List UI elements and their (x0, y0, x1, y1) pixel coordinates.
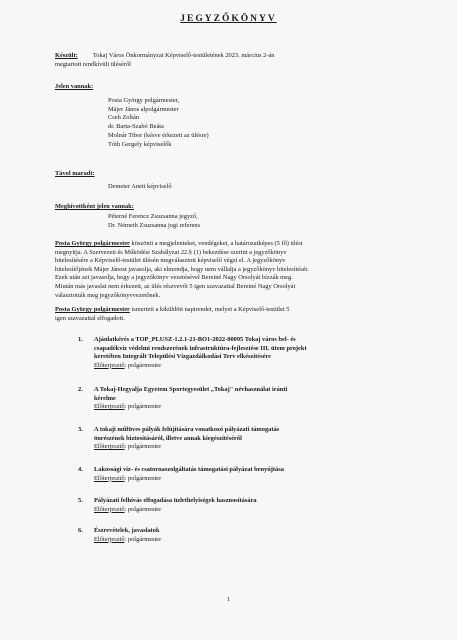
agenda-title: Ajánlatkérés a TOP_PLUSZ-1.2.1-21-BO1-2022-00095 Tokaj város bel- és csapadékvíz védelmi rendszerének infrastruktúra-fejlesztése III. ütem projekt keretében Integrált Települési Vízgazdálkodási Terv elkészítésére (94, 336, 307, 361)
intro-line: megnyitja. A Szervezeti és Működési Szabályzat 22.§ (1) bekezdése szerint a jegyzőkönyv (55, 248, 287, 256)
invitee: Péterné Ferencz Zsuzsanna jegyző, (108, 213, 198, 220)
agenda-item (78, 497, 416, 514)
intro-line: hitelesítésére a Képviselő-testület ülésén megválasztott képviselő végzi el. A jegyzőkönyv (55, 257, 286, 265)
speaker-name: Posta György polgármester (55, 240, 130, 247)
intro-line: Ezek után azt javasolja, hogy a jegyzőkönyv vezetésével Bereiné Nagy Orsolyát bízzák meg. (55, 274, 293, 282)
attendee: Posta György polgármester, (108, 97, 180, 104)
intro-line: Miután más javaslat nem érkezett, az ülés részvevői 5 igen szavazattal Bereiné Nagy Orsolyát (55, 282, 296, 290)
agenda-presenter: Előterjesztő: polgármester (94, 505, 162, 513)
agenda-intro-line: Posta György polgármester ismerteti a kiküldött napirendet, melyet a Képviselő-testület 5 (55, 306, 290, 313)
agenda-title: A Tokaj-Hegyalja Egyetem Sportegyesület „Tokaj" névhasználat iránti kérelme (94, 386, 288, 402)
agenda-number: 5. (78, 497, 83, 504)
agenda-item (78, 527, 416, 544)
meghivottkent-list (108, 213, 200, 230)
agenda-item (78, 466, 416, 483)
attendee: dr. Barta-Szabó Beáta (108, 123, 164, 131)
jelen-vannak-list (108, 97, 209, 149)
agenda-number: 2. (78, 386, 83, 393)
agenda-item (78, 336, 416, 370)
attendee: Molnár Tibor (késve érkezett az ülésre) (108, 131, 209, 139)
keszult-text: Tokaj Város Önkormányzat Képviselő-testületének 2023. március 2-án (92, 52, 275, 59)
intro-line: Posta György polgármester köszönti a megjelenteket, vendégeket, a határozatképes (5 fő) ülést (55, 240, 303, 247)
keszult-line (55, 52, 407, 61)
agenda-number: 6. (78, 527, 83, 534)
keszult-text-2: megtartott rendkívüli üléséről (55, 61, 131, 68)
speaker-name: Posta György polgármester (55, 306, 130, 313)
agenda-title: Észrevételek, javaslatok (94, 527, 160, 534)
agenda-presenter: Előterjesztő: polgármester (94, 443, 162, 451)
agenda-number: 4. (78, 466, 83, 473)
tavol-maradt-label: Távol maradt: (55, 170, 95, 177)
agenda-title: Lakossági víz- és csatornaszolgáltatás támogatási pályázat benyújtása (94, 466, 284, 473)
agenda-title: A tokaji műfüves pályák felújítására vonatkozó pályázati támogatás önrészének biztosításáról, illetve annak kiegészítéséről (94, 426, 280, 442)
absentee: Demeter Anett képviselő (108, 183, 172, 190)
attendee: Cseh Zoltán (108, 114, 140, 122)
document-title: JEGYZŐKÖNYV (180, 14, 277, 24)
meghivottkent-label: Meghívottként jelen vannak: (55, 203, 134, 210)
attendee: Májer János alpolgármester (108, 105, 179, 113)
page-number: 1 (226, 596, 231, 603)
agenda-presenter: Előterjesztő: polgármester (94, 361, 162, 369)
agenda-presenter: Előterjesztő: polgármester (94, 535, 162, 543)
intro-line: választották meg jegyzőkönyvvezetőnek. (55, 291, 161, 299)
jelen-vannak-label: Jelen vannak: (55, 83, 94, 90)
agenda-presenter: Előterjesztő: polgármester (94, 474, 162, 482)
agenda-item (78, 426, 416, 452)
agenda-number: 1. (78, 336, 83, 343)
agenda-intro-line: igen szavazattal elfogadott. (55, 314, 125, 322)
intro-line: hitelesítőjének Májer Jánost javasolja, aki elmondja, hogy nem vállalja a jegyzőkönyv hitelesítését. (55, 265, 309, 273)
keszult-label: Készült: (55, 52, 78, 59)
agenda-title: Pályázati felhívás elfogadása üzlethelyiségek hasznosítására (94, 497, 257, 504)
agenda-presenter: Előterjesztő: polgármester (94, 403, 162, 411)
agenda-number: 3. (78, 426, 83, 433)
tavol-maradt-list (108, 183, 172, 192)
agenda-intro-paragraph (55, 306, 407, 323)
intro-paragraph (55, 240, 407, 300)
attendee: Tóth Gergely képviselők (108, 140, 172, 148)
invitee: Dr. Németh Zsuzsanna jogi referens (108, 221, 201, 229)
agenda-item (78, 386, 416, 412)
